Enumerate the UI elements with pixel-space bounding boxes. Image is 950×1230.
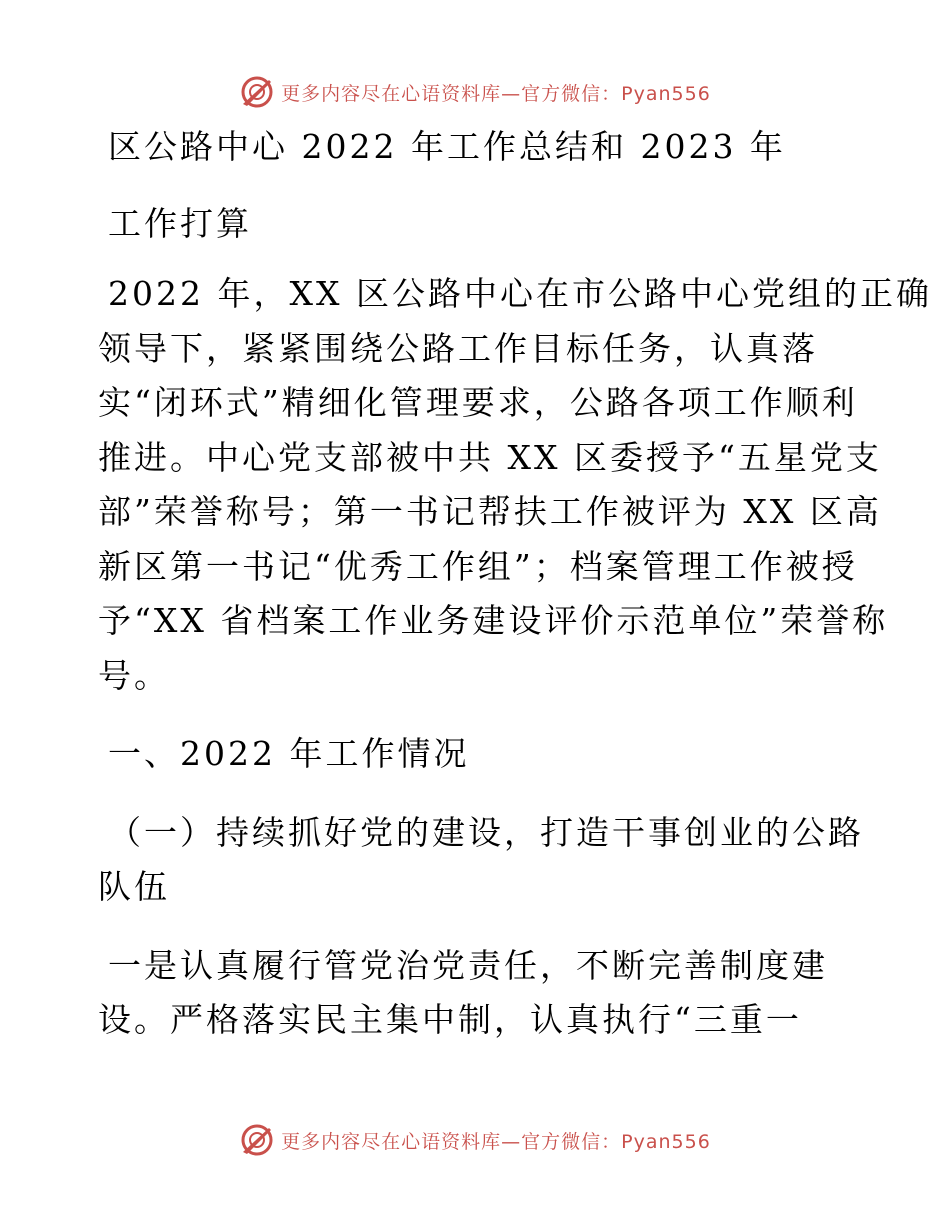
paragraph-line: 号。: [98, 655, 170, 695]
document-title: [98, 120, 868, 251]
paragraph-line: 实“闭环式”精细化管理要求，公路各项工作顺利: [98, 383, 858, 422]
watermark-banner-bottom: [0, 1120, 950, 1160]
paragraph-line: 领导下，紧紧围绕公路工作目标任务，认真落: [98, 328, 818, 368]
paragraph-line: 设。严格落实民主集中制，认真执行“三重一: [98, 1000, 802, 1039]
quill-seal-icon: [239, 74, 275, 110]
paragraph-line: 一是认真履行管党治党责任，不断完善制度建: [108, 945, 828, 985]
section-heading: 一、2022 年工作情况: [108, 734, 470, 773]
watermark-text: 更多内容尽在心语资料库—官方微信：Pyan556: [281, 82, 711, 105]
document-body: [98, 120, 932, 1072]
paragraph-line: 2022 年，XX 区公路中心在市公路中心党组的正确: [108, 274, 932, 313]
title-line: 工作打算: [108, 203, 252, 243]
paragraph-line: 推进。中心党支部被中共 XX 区委授予“五星党支: [98, 437, 882, 477]
paragraph-line: 部”荣誉称号；第一书记帮扶工作被评为 XX 区高: [98, 492, 882, 531]
subsection-heading: [98, 806, 868, 915]
quill-seal-icon: [239, 1122, 275, 1158]
watermark-text: 更多内容尽在心语资料库—官方微信：Pyan556: [281, 1130, 711, 1153]
paragraph-line: 予“XX 省档案工作业务建设评价示范单位”荣誉称: [98, 601, 889, 640]
title-line: 区公路中心 2022 年工作总结和 2023 年: [108, 127, 786, 166]
subsection-line: （一）持续抓好党的建设，打造干事创业的公路: [108, 812, 864, 852]
watermark-banner-top: [0, 72, 950, 112]
intro-paragraph: [98, 267, 932, 703]
body-paragraph: [98, 939, 868, 1048]
paragraph-line: 新区第一书记“优秀工作组”；档案管理工作被授: [98, 546, 858, 586]
subsection-line: 队伍: [98, 867, 170, 906]
